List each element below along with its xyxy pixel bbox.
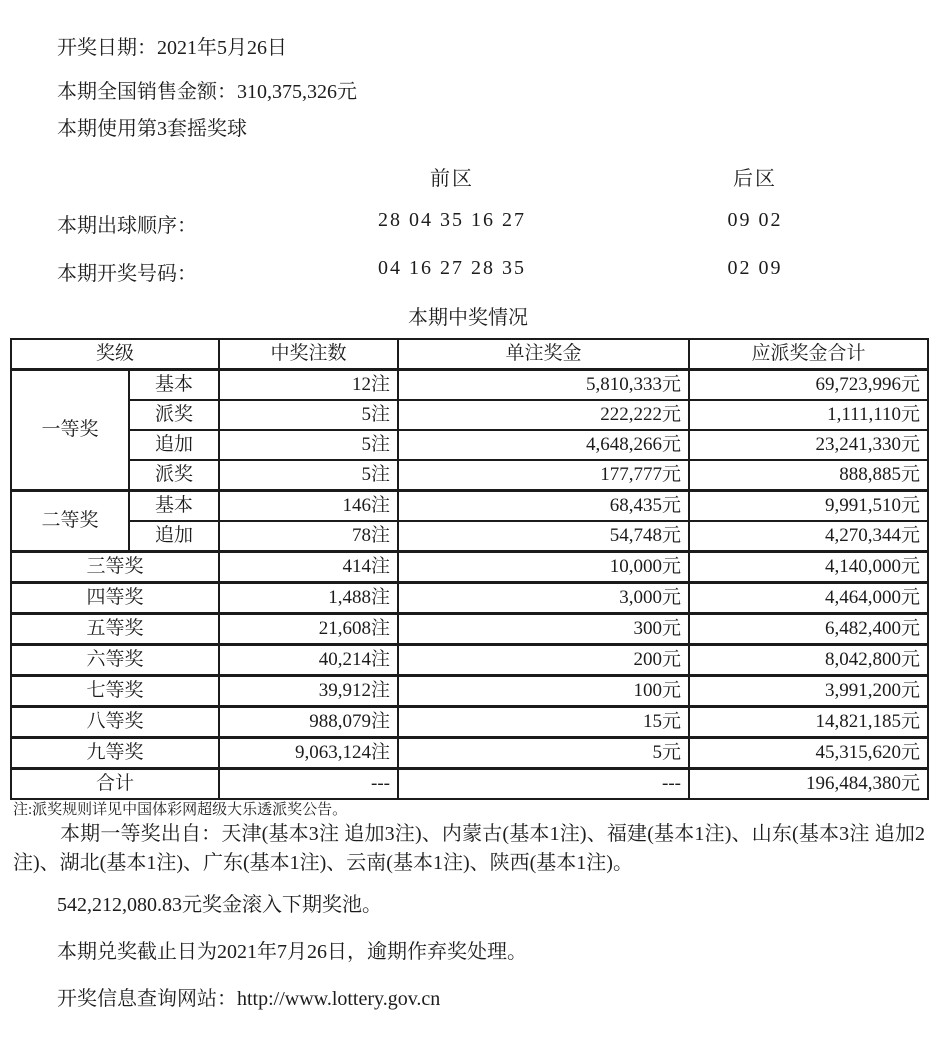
info-website-line: 开奖信息查询网站：http://www.lottery.gov.cn bbox=[57, 988, 441, 1010]
subtype-cell: 基本 bbox=[129, 370, 219, 401]
sales-amount-line: 本期全国销售金额：310,375,326元 bbox=[57, 81, 357, 103]
count-cell: 21,608注 bbox=[219, 614, 398, 645]
prize-cell: 177,777元 bbox=[398, 460, 689, 491]
table-row bbox=[11, 583, 928, 614]
prize-cell: 100元 bbox=[398, 676, 689, 707]
table-header-row bbox=[11, 339, 928, 370]
table-row bbox=[11, 738, 928, 769]
table-row bbox=[11, 370, 928, 401]
tier-cell: 一等奖 bbox=[11, 370, 129, 491]
back-zone-label: 后区 bbox=[733, 168, 777, 190]
prize-cell: 68,435元 bbox=[398, 491, 689, 522]
prize-table bbox=[10, 338, 929, 800]
total-cell: 14,821,185元 bbox=[689, 707, 928, 738]
count-cell: 9,063,124注 bbox=[219, 738, 398, 769]
table-row bbox=[11, 645, 928, 676]
tier-cell: 九等奖 bbox=[11, 738, 219, 769]
table-row bbox=[11, 552, 928, 583]
col-header-tier: 奖级 bbox=[11, 339, 219, 370]
count-cell: 78注 bbox=[219, 521, 398, 552]
subtype-cell: 派奖 bbox=[129, 400, 219, 430]
table-row-total bbox=[11, 769, 928, 800]
prize-cell: 5,810,333元 bbox=[398, 370, 689, 401]
total-cell: 6,482,400元 bbox=[689, 614, 928, 645]
subtype-cell: 派奖 bbox=[129, 460, 219, 491]
table-row bbox=[11, 707, 928, 738]
count-cell: --- bbox=[219, 769, 398, 800]
winning-numbers-label: 本期开奖号码： bbox=[57, 263, 197, 285]
claim-deadline-line: 本期兑奖截止日为2021年7月26日，逾期作弃奖处理。 bbox=[57, 941, 527, 963]
total-cell: 196,484,380元 bbox=[689, 769, 928, 800]
zone-header-row bbox=[0, 162, 936, 188]
count-cell: 40,214注 bbox=[219, 645, 398, 676]
total-cell: 8,042,800元 bbox=[689, 645, 928, 676]
total-cell: 1,111,110元 bbox=[689, 400, 928, 430]
prize-cell: 4,648,266元 bbox=[398, 430, 689, 460]
tier-cell: 六等奖 bbox=[11, 645, 219, 676]
tier-cell: 八等奖 bbox=[11, 707, 219, 738]
front-zone-label: 前区 bbox=[430, 168, 474, 190]
count-cell: 146注 bbox=[219, 491, 398, 522]
total-cell: 888,885元 bbox=[689, 460, 928, 491]
prize-cell: --- bbox=[398, 769, 689, 800]
total-cell: 45,315,620元 bbox=[689, 738, 928, 769]
tier-cell: 七等奖 bbox=[11, 676, 219, 707]
prize-cell: 10,000元 bbox=[398, 552, 689, 583]
count-cell: 5注 bbox=[219, 460, 398, 491]
count-cell: 1,488注 bbox=[219, 583, 398, 614]
count-cell: 5注 bbox=[219, 430, 398, 460]
prize-cell: 200元 bbox=[398, 645, 689, 676]
winning-numbers-row bbox=[0, 257, 936, 283]
count-cell: 12注 bbox=[219, 370, 398, 401]
table-row bbox=[11, 430, 928, 460]
total-cell: 4,270,344元 bbox=[689, 521, 928, 552]
table-row bbox=[11, 676, 928, 707]
table-row bbox=[11, 460, 928, 491]
count-cell: 39,912注 bbox=[219, 676, 398, 707]
prize-cell: 3,000元 bbox=[398, 583, 689, 614]
first-prize-origin-paragraph: 本期一等奖出自：天津(基本3注 追加3注)、内蒙古(基本1注)、福建(基本1注)、山东(基本3注 追加2注)、湖北(基本1注)、广东(基本1注)、云南(基本1注)、陕西(基本1注)。 bbox=[13, 823, 925, 874]
tier-cell: 合计 bbox=[11, 769, 219, 800]
prize-cell: 15元 bbox=[398, 707, 689, 738]
subtype-cell: 基本 bbox=[129, 491, 219, 522]
count-cell: 5注 bbox=[219, 400, 398, 430]
subtype-cell: 追加 bbox=[129, 521, 219, 552]
prize-cell: 54,748元 bbox=[398, 521, 689, 552]
tier-cell: 四等奖 bbox=[11, 583, 219, 614]
count-cell: 988,079注 bbox=[219, 707, 398, 738]
total-cell: 3,991,200元 bbox=[689, 676, 928, 707]
total-cell: 69,723,996元 bbox=[689, 370, 928, 401]
winning-front-numbers: 04 16 27 28 35 bbox=[378, 257, 526, 279]
winning-back-numbers: 02 09 bbox=[727, 257, 783, 279]
total-cell: 9,991,510元 bbox=[689, 491, 928, 522]
rollover-line: 542,212,080.83元奖金滚入下期奖池。 bbox=[57, 894, 382, 916]
prize-cell: 5元 bbox=[398, 738, 689, 769]
ball-order-front-numbers: 28 04 35 16 27 bbox=[378, 209, 526, 231]
tier-cell: 二等奖 bbox=[11, 491, 129, 552]
table-row bbox=[11, 521, 928, 552]
prize-cell: 300元 bbox=[398, 614, 689, 645]
ball-set-line: 本期使用第3套摇奖球 bbox=[57, 118, 247, 140]
count-cell: 414注 bbox=[219, 552, 398, 583]
ball-order-label: 本期出球顺序： bbox=[57, 215, 197, 237]
total-cell: 4,140,000元 bbox=[689, 552, 928, 583]
prize-table-title: 本期中奖情况 bbox=[408, 307, 528, 329]
ball-order-row bbox=[0, 209, 936, 235]
prize-cell: 222,222元 bbox=[398, 400, 689, 430]
ball-order-back-numbers: 09 02 bbox=[727, 209, 783, 231]
col-header-prize: 单注奖金 bbox=[398, 339, 689, 370]
col-header-total: 应派奖金合计 bbox=[689, 339, 928, 370]
table-row bbox=[11, 400, 928, 430]
payout-rule-note: 注:派奖规则详见中国体彩网超级大乐透派奖公告。 bbox=[13, 802, 348, 818]
table-row bbox=[11, 491, 928, 522]
total-cell: 4,464,000元 bbox=[689, 583, 928, 614]
tier-cell: 五等奖 bbox=[11, 614, 219, 645]
col-header-count: 中奖注数 bbox=[219, 339, 398, 370]
draw-date-line: 开奖日期：2021年5月26日 bbox=[57, 37, 287, 59]
subtype-cell: 追加 bbox=[129, 430, 219, 460]
table-row bbox=[11, 614, 928, 645]
total-cell: 23,241,330元 bbox=[689, 430, 928, 460]
tier-cell: 三等奖 bbox=[11, 552, 219, 583]
